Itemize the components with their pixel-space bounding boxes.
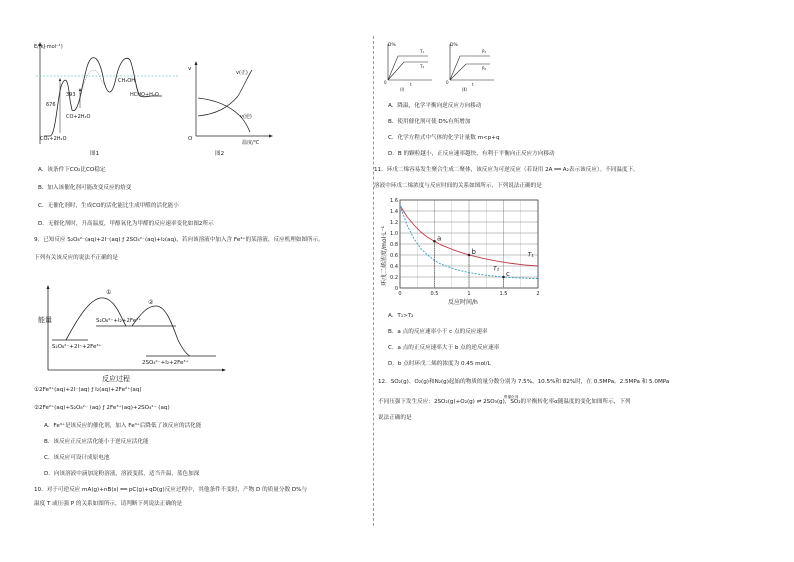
- y-tick-label: 0.6: [390, 252, 398, 259]
- q8-option-b: B．加入该催化剂可能改变反应的焓变: [38, 185, 132, 191]
- reaction-mechanism-diagram: [36, 284, 236, 384]
- y-tick-label: 1.6: [390, 197, 398, 204]
- q8-option-a: A．该条件下CO₂比CO稳定: [38, 167, 106, 173]
- q11-option-d: D．b 点时环戊二烯的浓度为 0.45 mol/L: [388, 361, 491, 367]
- series-label: T₁: [527, 251, 534, 259]
- mechanism-step-1: ①2Fe³⁺(aq)+2I⁻(aq) ƒ I₂(aq)+2Fe²⁺(aq): [34, 387, 142, 393]
- fig1-caption: 图1: [90, 151, 100, 157]
- chart-xlabel: 反应时间/h: [448, 299, 478, 306]
- label-hcho-h2o: HCHO+H₂O: [130, 92, 159, 98]
- d-percent-pressure-graph: [444, 40, 500, 92]
- q11-option-c: C．a 点的正反应速率大于 b 点的逆反应速率: [388, 345, 500, 351]
- fig2-xaxis: 温度/℃: [242, 140, 260, 146]
- fig2-yaxis: v: [188, 66, 192, 72]
- fig2-caption: 图2: [215, 151, 225, 157]
- q9-option-d: D．向该溶液中滴加淀粉溶液，溶液变蓝，适当升温，蓝色加深: [44, 471, 200, 477]
- mini1-caption: (Ⅰ): [400, 87, 405, 92]
- y-tick-label: 0: [394, 285, 398, 292]
- mini1-ylabel: D%: [388, 43, 396, 48]
- series-label: T₂: [493, 265, 500, 273]
- mini2-series-2: P₂: [482, 66, 487, 71]
- energy-676: 676: [46, 102, 56, 108]
- fig1-ylabel: E/(kJ·mol⁻¹): [34, 44, 63, 50]
- q12-stem-line-2: 不同压强下发生反应：2SO₂(g)+O₂(g) ⇌ 2SO₃(g)，SO₂的平衡转化率α随温度的变化如图所示，下列: [378, 399, 631, 405]
- mini1-series-2: T₂: [420, 64, 425, 69]
- chart-ylabel: 环戊二烯浓度/mol·L⁻¹: [381, 225, 388, 286]
- mini2-ylabel: D%: [450, 43, 458, 48]
- q10-option-b: B．使用催化剂可使 D%有所增加: [388, 119, 471, 125]
- mechanism-step-2: ②2Fe²⁺(aq)+S₂O₈²⁻ (aq) ƒ 2Fe³⁺(aq)+2SO₄²⁻ (aq): [34, 405, 170, 411]
- q9-stem-line-2: 下列有关该反应的说法不正确的是: [34, 255, 118, 261]
- q10-option-c: C．化学方程式中气体的化学计量数 m<p+q: [388, 135, 500, 141]
- q11-stem-line-2: 溶液中环戊二烯浓度与反应时间的关系如图所示，下列说法正确的是: [374, 183, 542, 189]
- x-tick-label: 0: [398, 291, 402, 297]
- data-point-c: [502, 276, 505, 279]
- state-intermediate: S₂O₈²⁻+I₂+2Fe²⁺: [96, 318, 142, 324]
- mini1-series-1: T₁: [420, 49, 425, 54]
- y-tick-label: 1.4: [390, 208, 398, 215]
- mini1-xlabel: t: [410, 82, 412, 87]
- data-point-a: [433, 240, 436, 243]
- y-tick-label: 0.2: [390, 274, 398, 281]
- fig2-curve-reverse: [198, 70, 252, 116]
- column-divider: [373, 36, 374, 526]
- y-tick-label: 1.2: [390, 219, 398, 226]
- q11-stem-line-1: 11．环戊二烯容易发生聚合生成二聚体，该反应为可逆反应（若设用 2A ══ A₂表示该反应）。不同温度下，: [374, 167, 639, 173]
- fig2-label-forward: v(正): [236, 70, 248, 76]
- x-tick-label: 1: [467, 291, 471, 297]
- x-tick-label: 1.5: [499, 291, 508, 297]
- fig2-label-reverse: v(逆): [240, 114, 252, 120]
- chart-grid: [400, 200, 538, 288]
- energy-393: 393: [66, 92, 76, 98]
- mini2-caption: (Ⅱ): [462, 87, 468, 92]
- cyclopentadiene-concentration-chart: [378, 194, 548, 306]
- point-label-c: c: [506, 270, 510, 278]
- point-label-b: b: [471, 248, 476, 256]
- state-initial: S₂O₈²⁻+2I⁻+2Fe³⁺: [52, 344, 102, 350]
- point-label-a: a: [437, 234, 442, 243]
- y-tick-label: 0.8: [390, 241, 398, 248]
- label-co2-2h2o: CO₂+2H₂O: [40, 136, 67, 142]
- q12-stem-line-3: 说法正确的是: [378, 415, 412, 421]
- q9-stem-line-1: 9．已知反应 S₂O₈²⁻(aq)+2I⁻(aq) ƒ 2SO₄²⁻(aq)+I₂(aq)，若向该溶液中加入含 Fe³⁺的某溶液，反应机理如图所示。: [34, 237, 324, 243]
- mini2-xlabel: t: [472, 82, 474, 87]
- q10-stem-line-1: 10．对于可逆反应 mA(g)+nB(s) ══ pC(g)+qD(g)反应过程中，其他条件不变时，产物 D 的质量分数 D%与: [34, 487, 308, 493]
- rate-temperature-figure-2: [186, 58, 276, 148]
- energy-profile-figure-1: [34, 40, 184, 150]
- q11-option-b: B．a 点的反应速率小于 c 点的反应速率: [388, 329, 488, 335]
- mechanism-step-mark-2: ②: [148, 299, 154, 306]
- x-tick-label: 0.5: [430, 291, 439, 297]
- q9-option-a: A．Fe³⁺是该反应的催化剂，加入 Fe³⁺后降低了该反应的活化能: [44, 423, 202, 429]
- energy-hump-2: [132, 306, 190, 356]
- energy-diagram-xlabel: 反应过程: [102, 375, 130, 383]
- q11-option-a: A．T₁>T₂: [388, 313, 414, 319]
- y-tick-label: 1.0: [390, 230, 398, 237]
- q9-option-c: C．该反应可设计成原电池: [44, 455, 110, 461]
- mini1-origin: 0: [384, 80, 387, 85]
- label-co-2h2o: CO+2H₂O: [66, 114, 91, 120]
- q8-option-d: D．无催化剂时，升高温度，甲醇氧化为甲醛的反应速率变化如图2所示: [38, 221, 214, 227]
- y-tick-label: 0.4: [390, 263, 398, 270]
- q9-option-b: B．该反应正反应活化能小于逆反应活化能: [44, 439, 149, 445]
- fig2-origin: O: [188, 136, 193, 142]
- data-point-b: [468, 254, 471, 257]
- state-final: 2SO₄²⁻+I₂+2Fe³⁺: [142, 360, 189, 366]
- mini2-origin: 0: [446, 80, 449, 85]
- q8-option-c: C．无催化剂时，生成CO的活化能比生成甲醛的活化能小: [38, 203, 179, 209]
- q10-option-d: D．B 的颗粒越小，正反应速率越快，有利于平衡向正反应方向移动: [388, 151, 555, 157]
- q10-option-a: A．降温，化学平衡向逆反应方向移动: [388, 103, 482, 109]
- q10-stem-line-2: 温度 T 或压强 P 的关系如图所示，请判断下列说法正确的是: [34, 501, 183, 507]
- q12-stem-line-1: 12．SO₂(g)、O₂(g)和N₂(g)起始的物质的量分数分别为 7.5%、10.5%和 82%时，在 0.5MPa、2.5MPa 和 5.0MPa: [378, 379, 670, 385]
- energy-diagram-ylabel: 能量: [38, 316, 52, 324]
- d-percent-temperature-graph: [382, 40, 438, 92]
- catalyst-label: 钒催化剂: [504, 395, 519, 399]
- label-ch3oh: CH₃OH: [118, 78, 135, 84]
- x-tick-label: 2: [536, 291, 540, 297]
- mini2-series-1: P₁: [482, 49, 487, 54]
- mechanism-step-mark-1: ①: [106, 289, 112, 296]
- chart-ticks: [390, 198, 540, 297]
